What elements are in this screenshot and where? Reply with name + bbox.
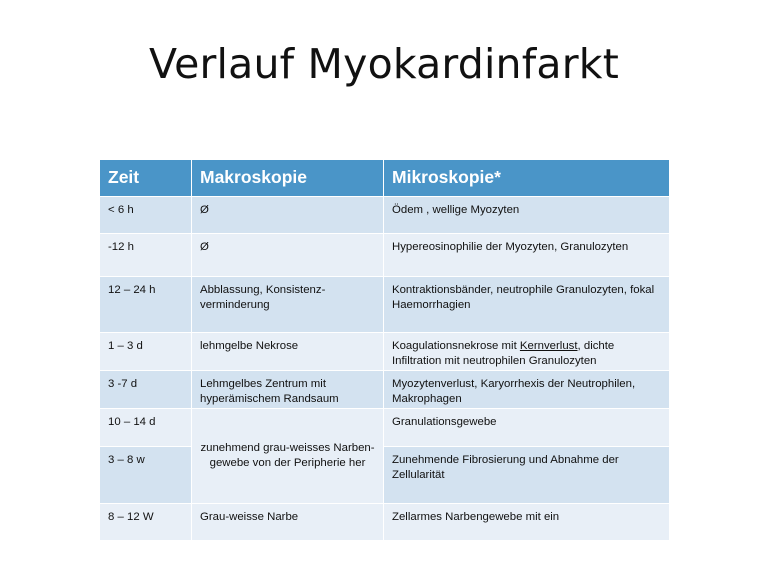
header-makroskopie: Makroskopie [192,160,384,197]
table-row [100,197,670,234]
cell-mikro: Kontraktionsbänder, neutrophile Granulozyten, fokal Haemorrhagien [384,277,670,333]
header-mikroskopie: Mikroskopie* [384,160,670,197]
infarct-timeline-table [99,159,670,541]
table-row [100,234,670,277]
table-row [100,447,670,504]
cell-zeit: < 6 h [100,197,192,234]
cell-zeit: 1 – 3 d [100,333,192,371]
cell-mikro: Hypereosinophilie der Myozyten, Granulozyten [384,234,670,277]
slide-title: Verlauf Myokardinfarkt [149,40,619,88]
table-row [100,277,670,333]
cell-mikro: Myozytenverlust, Karyorrhexis der Neutrophilen, Makrophagen [384,371,670,409]
cell-mikro: Granulationsgewebe [384,409,670,447]
cell-mikro [384,333,670,371]
cell-zeit: 3 – 8 w [100,447,192,504]
table-row [100,333,670,371]
cell-makro: Ø [192,234,384,277]
cell-mikro: Ödem , wellige Myozyten [384,197,670,234]
table-row [100,371,670,409]
header-zeit: Zeit [100,160,192,197]
mikro-text-post: , dichte Infiltration mit neutrophilen Granulozyten [392,340,615,367]
table-header-row [100,160,670,197]
cell-mikro: Zunehmende Fibrosierung und Abnahme der Zellularität [384,447,670,504]
cell-makro: Ø [192,197,384,234]
cell-makro: lehmgelbe Nekrose [192,333,384,371]
cell-makro: Grau-weisse Narbe [192,504,384,541]
cell-makro-merged: zunehmend grau-weisses Narben-gewebe von der Peripherie her [192,409,384,504]
mikro-text-underlined: Kernverlust [519,340,578,352]
mikro-text-pre: Koagulationsnekrose mit [392,340,520,352]
table-row [100,504,670,541]
cell-zeit: -12 h [100,234,192,277]
cell-zeit: 8 – 12 W [100,504,192,541]
cell-makro: Abblassung, Konsistenz-verminderung [192,277,384,333]
cell-zeit: 12 – 24 h [100,277,192,333]
table-row [100,409,670,447]
cell-mikro: Zellarmes Narbengewebe mit ein [384,504,670,541]
cell-zeit: 3 -7 d [100,371,192,409]
cell-makro: Lehmgelbes Zentrum mit hyperämischem Randsaum [192,371,384,409]
cell-zeit: 10 – 14 d [100,409,192,447]
